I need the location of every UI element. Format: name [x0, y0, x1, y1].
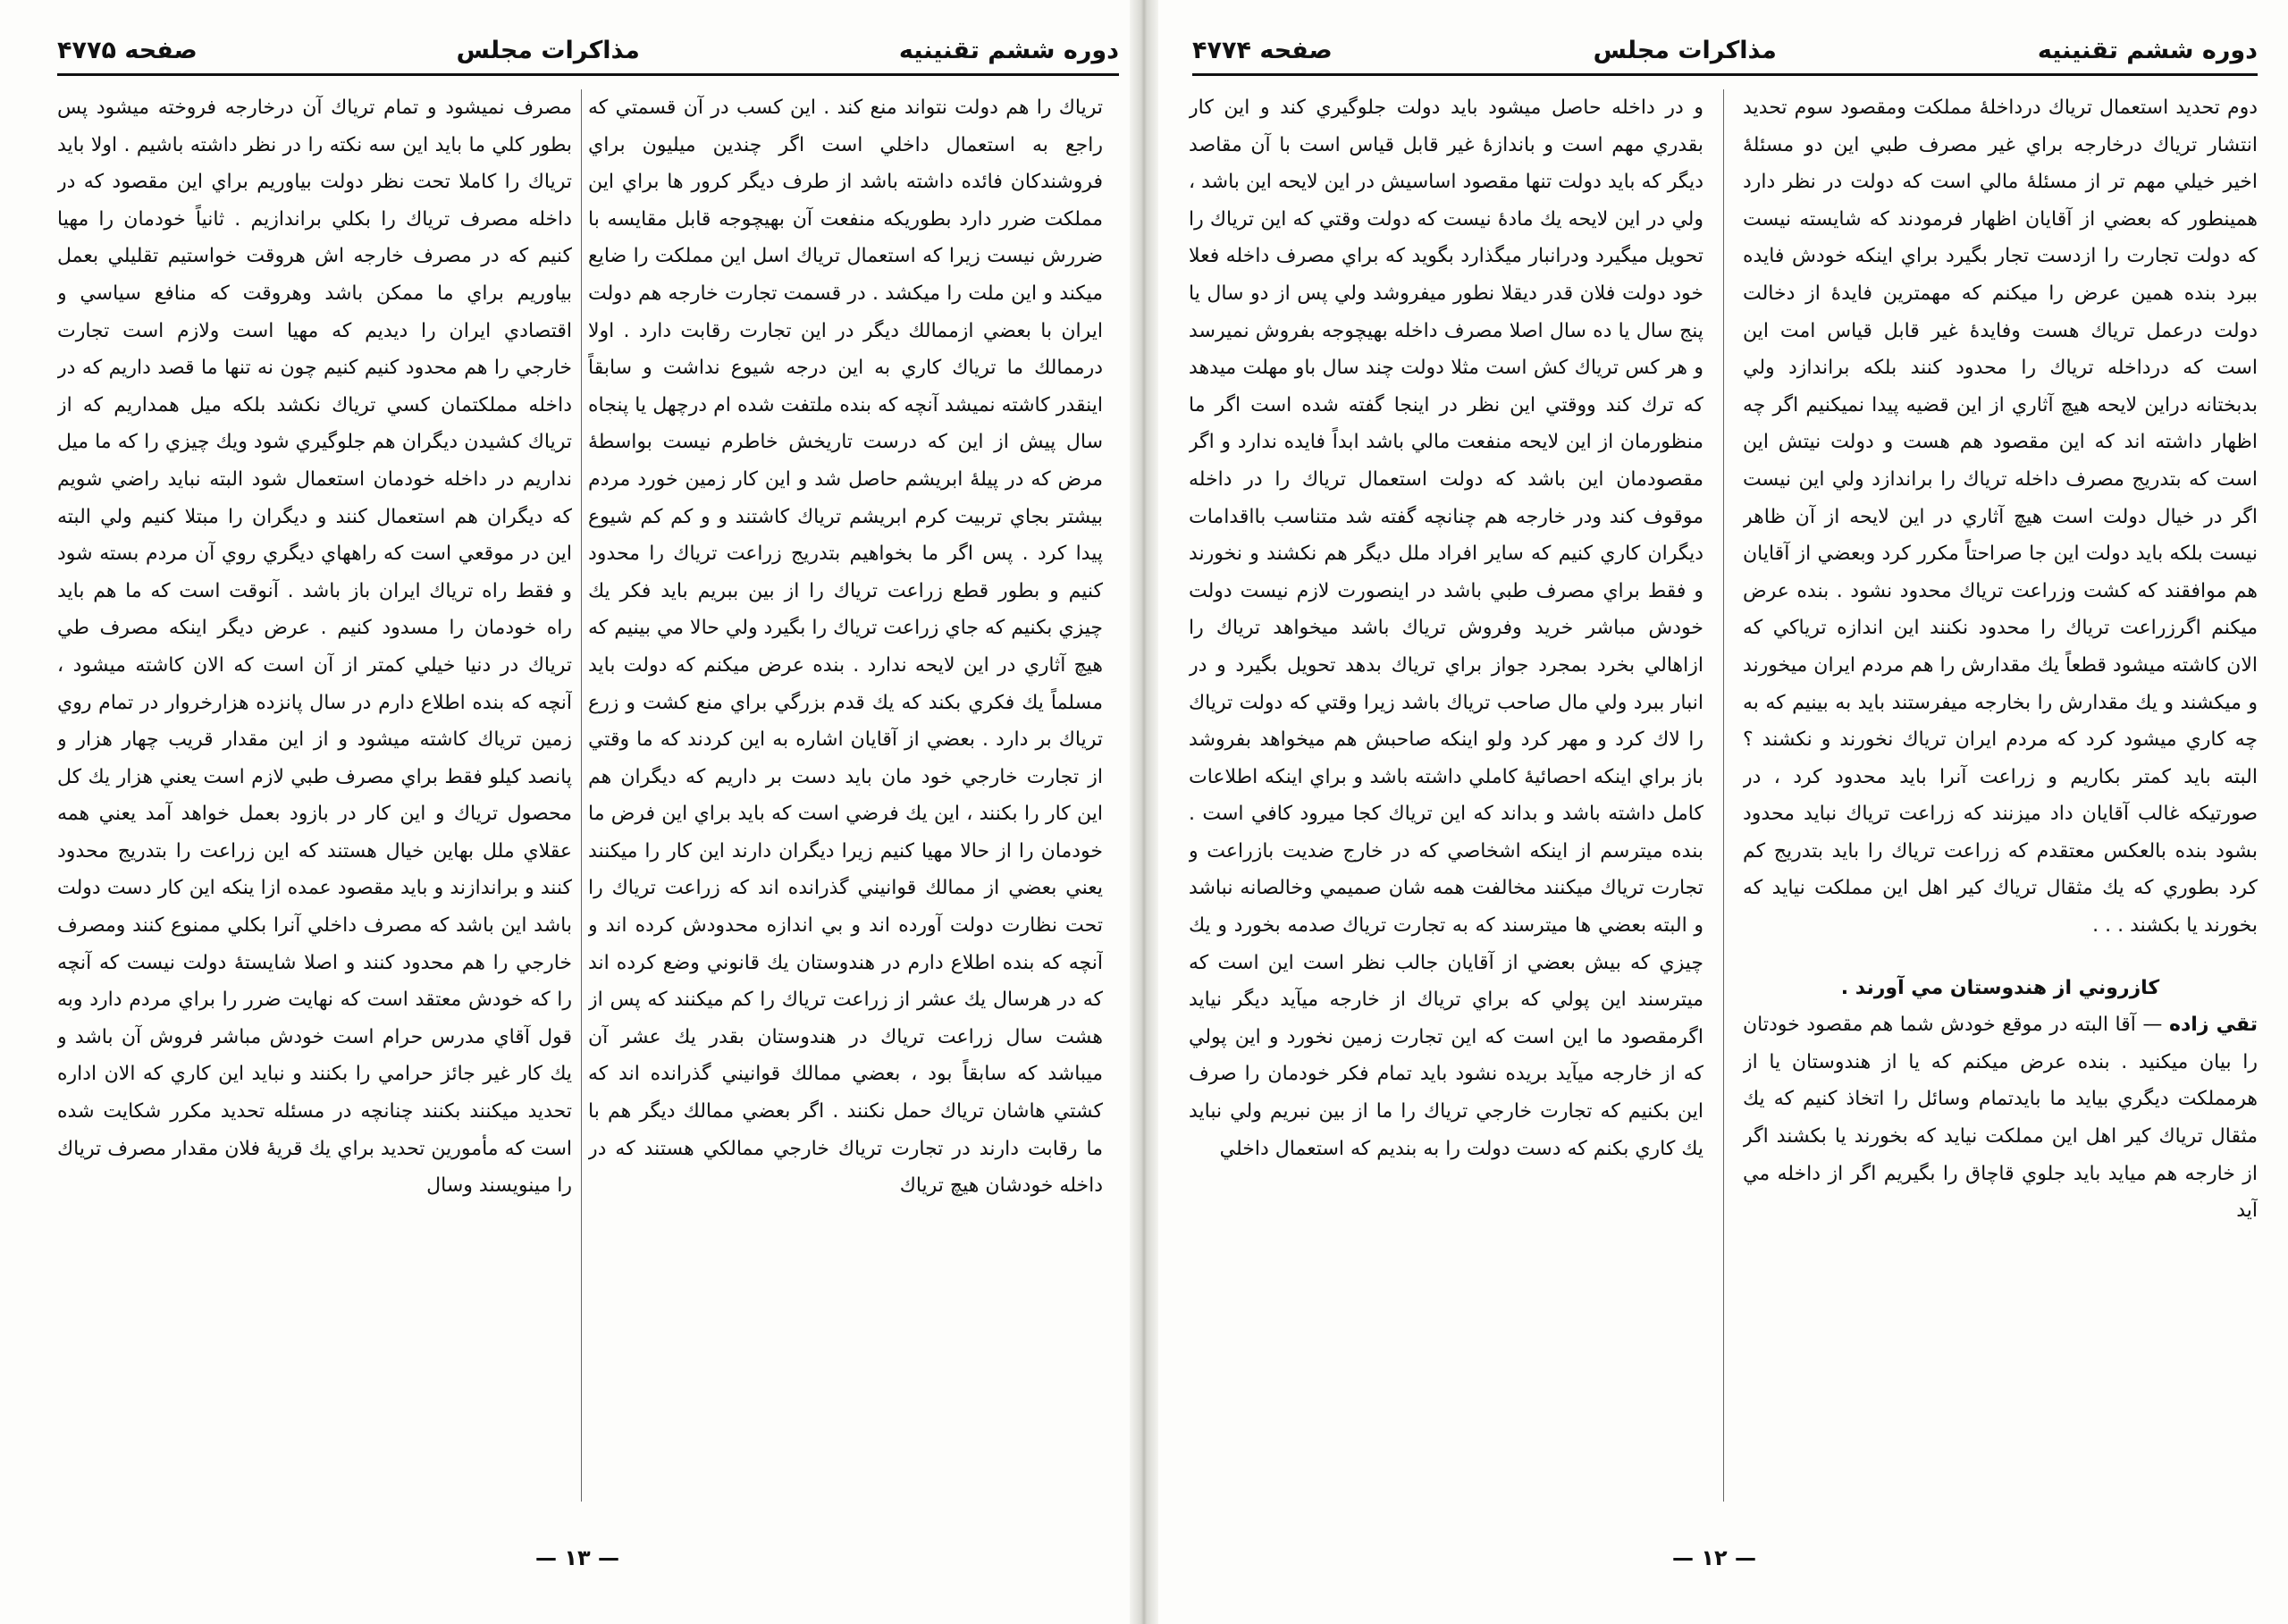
left-page	[27, 0, 1128, 1624]
column-divider	[1723, 89, 1724, 1502]
header-title: مذاکرات مجلس	[1593, 36, 1777, 64]
text-column-left	[1189, 89, 1703, 1502]
header-title: مذاکرات مجلس	[456, 36, 640, 64]
session-label: دوره ششم تقنينيه	[2037, 36, 2258, 64]
text-column-right	[588, 89, 1103, 1502]
page-number: صفحه ۴۷۷۴	[1192, 36, 1333, 64]
column-divider	[581, 89, 582, 1502]
column-text: مصرف نميشود و تمام ترياك آن درخارجه فروخته ميشود پس بطور كلي ما بايد اين سه نكته را در نظر داشته باشيم . اولا بايد ترياك را كاملا تحت نظر دولت بياوريم براي اين مقصود كه در داخله مصرف ترياك را بكلي براندازيم . ثانياً خودمان را مهيا كنيم كه در مصرف خارجه اش هروقت خواستيم تقليلي بعمل بياوريم براي ما ممكن باشد وهروقت كه منافع سياسي و اقتصادي ايران را ديديم كه مهيا است ولازم است تجارت خارجي را هم محدود كنيم كنيم چون نه تنها ما قصد داريم كه در داخله مملكتمان كسي ترياك نكشد بلكه ميل همداريم كه از ترياك كشيدن ديگران هم جلوگيري شود ويك چيزي را كه ما ميل نداريم در داخله خودمان استعمال شود البته نبايد راضي شويم كه ديگران هم استعمال كنند و ديگران را مبتلا كنيم ولي البته اين در موقعي است كه راههاي ديگري روي آن مردم بسته شود و فقط راه ترياك ايران باز باشد . آنوقت است كه ما هم بايد راه خودمان را مسدود كنيم . عرض ديگر اينكه مصرف طي ترياك در دنيا خيلي كمتر از آن است كه الان كاشته ميشود ، آنچه كه بنده اطلاع دارم در سال پانزده هزارخروار در تمام روي زمين ترياك كاشته ميشود و از اين مقدار قريب چهار هزار و پانصد كيلو فقط براي مصرف طبي لازم است يعني هزار يك كل محصول ترياك و اين كار در بازود بعمل خواهد آمد يعني همه عقلاي ملل بهاين خيال هستند كه اين زراعت را بتدريج محدود كنند و براندازند و بايد مقصود عمده ازا ينكه اين كار دست دولت باشد اين باشد كه مصرف داخلي آنرا بكلي ممنوع كنند ومصرف خارجي را هم محدود كنند و اصلا شايستهٔ دولت نيست كه آنچه را كه خودش معتقد است كه نهايت ضرر را براي مردم دارد وبه قول آقاي مدرس حرام است خودش مباشر فروش آن باشد و يك كار غير جائز حرامي را بكنند و نبايد اين كاري كه الان اداره تحديد ميكنند بكنند چنانچه در مسئله تحديد مكرر شكايت شده است كه مأمورين تحديد براي يك قريهٔ فلان مقدار مصرف ترياك را مينويسند وسال	[57, 97, 572, 1198]
book-gutter	[1130, 0, 1158, 1624]
running-head	[57, 30, 1119, 70]
text-column-right	[1743, 89, 2258, 1502]
header-rule	[57, 73, 1119, 76]
speech-paragraph: تقي زاده — آقا البته در موقع خودش شما هم مقصود خودتان را بيان ميكنيد . بنده عرض ميكنم كه يا از هندوستان يا از هرمملكت ديگري بيايد ما بايدتمام وسائل را اتخاذ كنيم كه يك مثقال ترياك كير اهل اين مملكت نيايد كه بخورند يا بكشند اگر از خارجه هم ميايد بايد جلوي قاچاق را بگيريم اگر از داخله مي آيد	[1743, 1014, 2258, 1223]
speaker-name: تقي زاده	[2168, 1014, 2258, 1037]
page-folio: — ١٣ —	[534, 1545, 619, 1570]
page-folio: — ١٢ —	[1671, 1545, 1756, 1570]
column-text: دوم تحديد استعمال ترياك درداخلهٔ مملكت ومقصود سوم تحديد انتشار ترياك درخارجه براي غير مصرف طبي اين دو مسئلهٔ اخير خيلي مهم تر از مسئلهٔ مالي است كه دولت در نظر دارد همينطور كه بعضي از آقايان اظهار فرمودند كه شايسته نيست كه دولت تجارت را ازدست تجار بگيرد براي اينكه خودش فايده ببرد بنده همين عرض را ميكنم كه مهمترين فايدهٔ از دخالت دولت درعمل ترياك هست وفايدهٔ غير قابل قياس امت اين است كه درداخله ترياك را محدود كنند بلكه براندازد ولي بدبختانه دراين لايحه هيچ آثاري از اين قضيه پيدا نميكنيم اگر چه اظهار داشته اند كه اين مقصود هم هست و دولت نيتش اين است كه بتدريج مصرف داخله ترياك را براندازد ولي اين نيست اگر در خيال دولت است هيچ آثاري در اين لايحه از آن ظاهر نيست بلكه بايد دولت اين جا صراحتاً مكرر كرد وبعضي از آقايان هم موافقند كه كشت وزراعت ترياك محدود نشود . بنده عرض ميكنم اگرزراعت ترياك را محدود نكنند اين اندازه ترياكي كه الان كاشته ميشود قطعاً يك مقدارش را هم مردم ايران ميخورند و ميكشند و يك مقدارش را بخارجه ميفرستند بايد به بينيم كه به چه كاري ميشود كرد كه مردم ايران ترياك نخورند و نكشند ؟ البته بايد كمتر بكاريم و زراعت آنرا بايد محدود كرد ، در صورتيكه غالب آقايان داد ميزنند كه زراعت ترياك نبايد محدود بشود بنده بالعكس معتقدم كه زراعت ترياك را بايد بتدريج كم كرد بطوري كه يك مثقال ترياك كير اهل اين مملكت نيايد كه بخورند يا بكشند . . .	[1743, 97, 2258, 938]
column-text: ترياك را هم دولت نتواند منع كند . اين كسب در آن قسمتي كه راجع به استعمال داخلي است اگر چندين ميليون براي فروشندكان فائده داشته باشد از طرف ديگر كرور ها براي اين مملكت ضرر دارد بطوريكه منفعت آن بهيچوجه قابل مقايسه با ضررش نيست زيرا كه استعمال ترياك اسل اين مملكت را ضايع ميكند و اين ملت را ميكشد . در قسمت تجارت خارجه هم دولت ايران با بعضي ازممالك ديگر در اين تجارت رقابت دارد . اولا درممالك ما ترياك كاري به اين درجه شيوع نداشت و سابقاً اينقدر كاشته نميشد آنچه كه بنده ملتفت شده ام درچهل يا پنجاه سال پيش از اين كه درست تاريخش خاطرم نيست بواسطهٔ مرض كه در پيلهٔ ابريشم حاصل شد و اين كار زمين خورد مردم بيشتر بجاي تربيت كرم ابريشم ترياك كاشتند و و كم كم شيوع پيدا كرد . پس اگر ما بخواهيم بتدريج زراعت ترياك را محدود كنيم و بطور قطع زراعت ترياك را از بين ببريم بايد فكر يك چيزي بكنيم كه جاي زراعت ترياك را بگيرد ولي حالا مي بينيم كه هيچ آثاري در اين لايحه ندارد . بنده عرض ميكنم كه دولت بايد مسلماً يك فكري بكند كه يك قدم بزرگي براي منع كشت و زرع ترياك بر دارد . بعضي از آقايان اشاره به اين كردند كه ما وقتي از تجارت خارجي خود مان بايد دست بر داريم كه ديگران هم اين كار را بكنند ، اين يك فرضي است كه بايد براي اين فرض ما خودمان را از حالا مهيا كنيم زيرا ديگران دارند اين كار را ميكنند يعني بعضي از ممالك قوانيني گذرانده اند كه زراعت ترياك را تحت نظارت دولت آورده اند و بي اندازه محدودش كرده اند و آنچه كه بنده اطلاع دارم در هندوستان يك قانوني وضع كرده اند كه در هرسال يك عشر از زراعت ترياك را كم ميكنند كه پس از هشت سال زراعت ترياك در هندوستان بقدر يك عشر آن ميباشد كه سابقاً بود ، بعضي ممالك قوانيني گذرانده اند كه كشتي هاشان ترياك حمل نكنند . اگر بعضي ممالك ديگر هم با ما رقابت دارند در تجارت ترياك خارجي ممالكي هستند كه در داخله خودشان هيچ ترياك	[588, 97, 1103, 1198]
header-rule	[1192, 73, 2258, 76]
speech-text: آقا البته در موقع خودش شما هم مقصود خودتان را بيان ميكنيد . بنده عرض ميكنم كه يا از هندوستان يا از هرمملكت ديگري بيايد ما بايدتمام وسائل را اتخاذ كنيم كه يك مثقال ترياك كير اهل اين مملكت نيايد كه بخورند يا بكشند اگر از خارجه هم ميايد بايد جلوي قاچاق را بگيريم اگر از داخله مي آيد	[1743, 1014, 2258, 1223]
running-head	[1192, 30, 2258, 70]
session-label: دوره ششم تقنينيه	[898, 36, 1119, 64]
page-number: صفحه ۴۷۷۵	[57, 36, 198, 64]
right-page	[1162, 0, 2267, 1624]
column-text: و در داخله حاصل ميشود بايد دولت جلوگيري كند و اين كار بقدري مهم است و باندازهٔ غير قابل قياس است با آن مقاصد ديگر كه بايد دولت تنها مقصود اساسيش در اين لايحه اين باشد ، ولي در اين لايحه يك مادهٔ نيست كه دولت وقتي كه اين ترياك را تحويل ميگيرد ودرانبار ميگذارد بگويد كه براي مصرف داخله فعلا خود دولت فلان قدر ديقلا نطور ميفروشد ولي پس از دو سال يا پنج سال يا ده سال اصلا مصرف داخله بهيچوجه بفروش نميرسد و هر كس ترياك كش است مثلا دولت چند سال باو مهلت ميدهد كه ترك كند ووقتي اين نظر در اينجا گفته شده است اگر ما منظورمان از اين لايحه منفعت مالي باشد ابداً فايده ندارد و اگر مقصودمان اين باشد كه دولت استعمال ترياك را در داخله موقوف كند ودر خارجه هم چنانچه گفته شد متناسب بااقدامات ديگران كاري كنيم كه ساير افراد ملل ديگر هم نكشند و نخورند و فقط براي مصرف طبي باشد در اينصورت لازم نيست دولت خودش مباشر خريد وفروش ترياك باشد ميخواهد ترياك را ازاهالي بخرد بمجرد جواز براي ترياك بدهد تحويل بگيرد و در انبار ببرد ولي مال صاحب ترياك باشد زيرا وقتي كه دولت ترياك را لاك كرد و مهر كرد ولو اينكه صاحبش هم ميخواهد بفروشد باز براي اينكه احصائيهٔ كاملي داشته باشد و براي اينكه اطلاعات كامل داشته باشد و بداند كه اين ترياك كجا ميرود كافي است . بنده ميترسم از اينكه اشخاصي كه در خارج ضديت بازراعت و تجارت ترياك ميكنند مخالفت همه شان صميمي وخالصانه نباشد و البته بعضي ها ميترسند كه به تجارت ترياك صدمه بخورد و يك چيزي كه بيش بعضي از آقايان جالب نظر است اين است كه ميترسند اين پولي كه براي ترياك از خارجه ميآيد ديگر نيايد اگرمقصود ما اين است كه اين تجارت زمين نخورد و اين پولي كه از خارجه ميآيد بريده نشود بايد تمام فكر خودمان را صرف اين بكنيم كه تجارت خارجي ترياك را ما از بين نبريم ولي نبايد يك كاري بكنم كه دست دولت را به بنديم كه استعمال داخلي	[1189, 97, 1703, 1160]
text-column-left	[57, 89, 572, 1502]
interjection: كازروني از هندوستان مي آورند .	[1840, 976, 2160, 999]
